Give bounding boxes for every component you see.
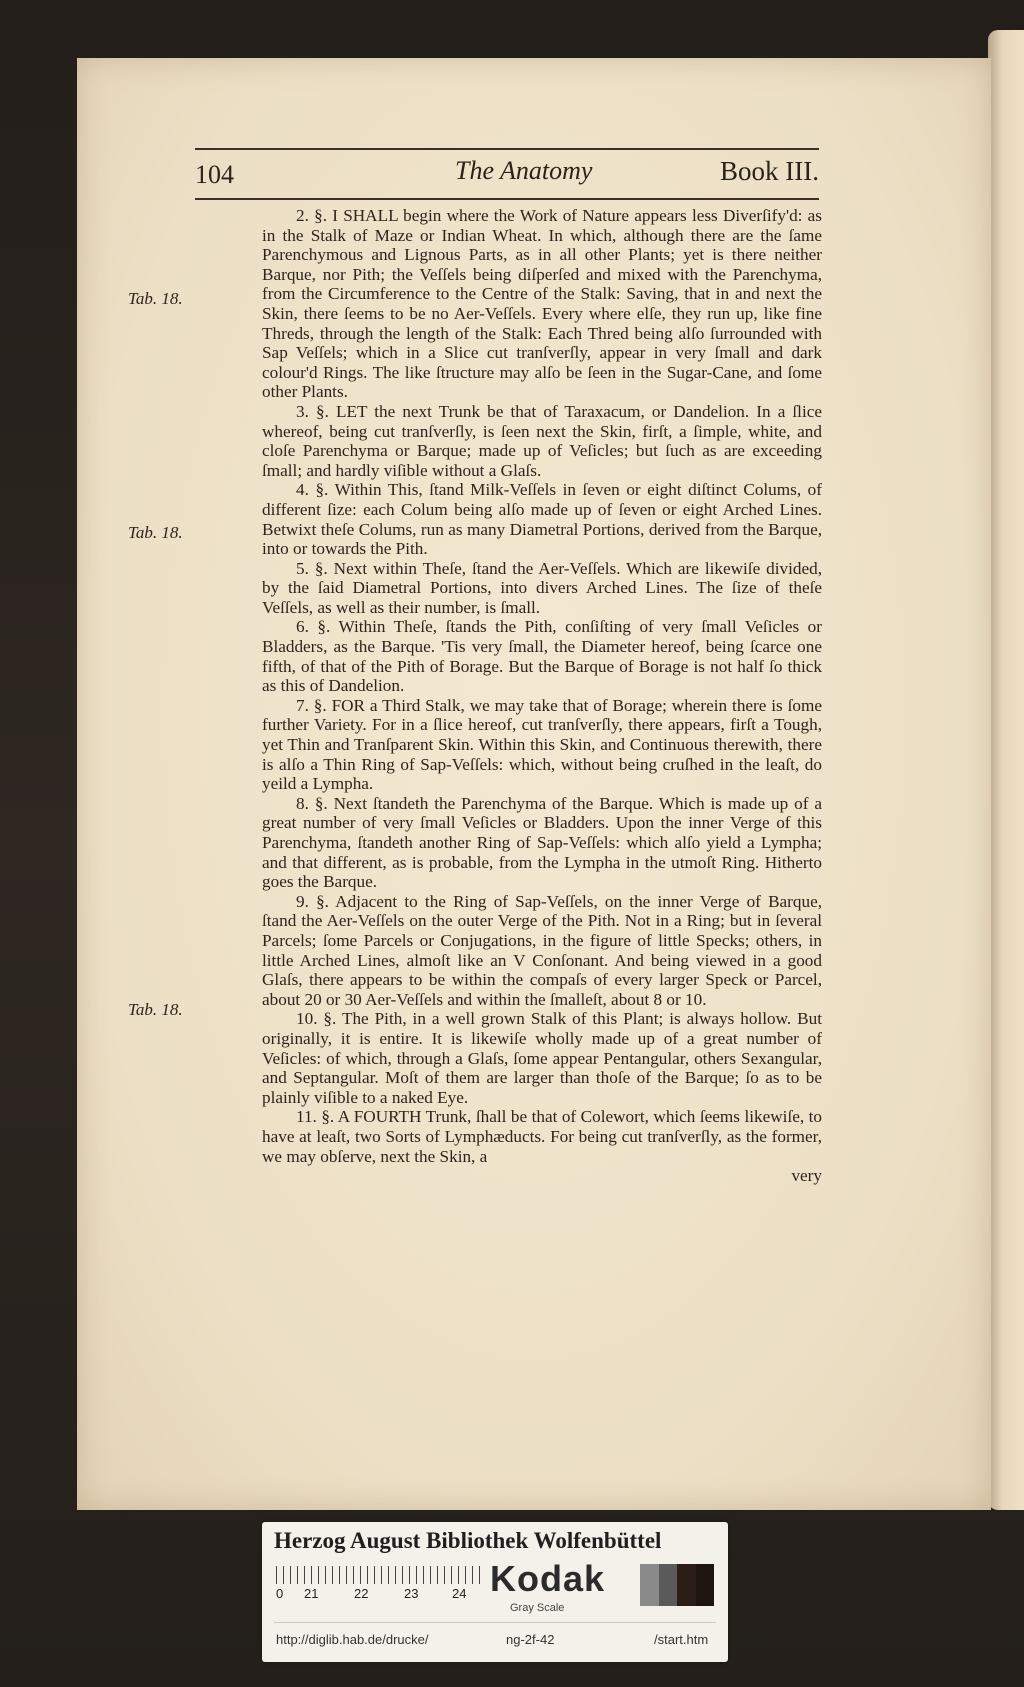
ruler-labels — [276, 1586, 480, 1604]
library-name: Herzog August Bibliothek Wolfenbüttel — [274, 1528, 662, 1553]
gray-patch — [696, 1564, 715, 1606]
ruler-label: 24 — [452, 1586, 467, 1601]
running-title: The Anatomy — [455, 156, 593, 185]
gray-scale-label: Gray Scale — [510, 1602, 565, 1614]
paragraph: 10. §. The Pith, in a well grown Stalk of this Plant; is always hollow. But originally, it is entire. It is likewiſe wholly made up of a great number of Veſicles: of which, through a Glaſs, ſome appear Pentangular, others Sexangular, and Septangular. Moſt of them are larger than thoſe of the Barque; ſo as to be plainly viſible to a naked Eye. — [262, 1009, 822, 1107]
gray-scale-patches — [640, 1564, 714, 1606]
ruler-label: 21 — [304, 1586, 319, 1601]
ruler-label: 22 — [354, 1586, 369, 1601]
gray-patch — [677, 1564, 696, 1606]
margin-note-tab: Tab. 18. — [128, 1000, 183, 1019]
url-right: /start.htm — [654, 1632, 709, 1647]
paragraph: 5. §. Next within Theſe, ſtand the Aer-Veſſels. Which are likewiſe divided, by the ſaid Diametral Portions, into divers Arched Lines. The ſize of theſe Veſſels, as well as their number, is ſmall. — [262, 558, 822, 617]
paragraph: 2. §. I SHALL begin where the Work of Nature appears less Diverſify'd: as in the Stalk of Maze or Indian Wheat. In which, although there are the ſame Parenchymous and Lignous Parts, as in all other Plants; yet is there neither Barque, nor Pith; the Veſſels being diſperſed and mixed with the Parenchyma, from the Circumference to the Centre of the Stalk: Saving, that in and next the Skin, there ſeems to be no Aer-Veſſels. Every where elſe, they run up, like fine Threds, through the length of the Stalk: Each Thred being alſo ſurrounded with Sap Veſſels; which in a Slice cut tranſverſly, appear in very ſmall and dark colour'd Rings. The like ſtructure may alſo be ſeen in the Sugar-Cane, and ſome other Plants. — [262, 206, 822, 402]
paragraph: 6. §. Within Theſe, ſtands the Pith, conſiſting of very ſmall Veſicles or Bladders, as the Barque. 'Tis very ſmall, the Diameter hereof, being ſcarce one fifth, of that of the Pith of Borage. But the Barque of Borage is not half ſo thick as this of Dandelion. — [262, 617, 822, 696]
next-page-edge — [988, 30, 1024, 1510]
kodak-logo: Kodak — [490, 1558, 606, 1599]
paragraph: 4. §. Within This, ſtand Milk-Veſſels in ſeven or eight diſtinct Colums, of different ſize: each Colum being alſo made up of ſeven or eight Arched Lines. Betwixt theſe Colums, run as many Diametral Portions, derived from the Barque, into or towards the Pith. — [262, 480, 822, 559]
url-left: http://diglib.hab.de/drucke/ — [276, 1632, 429, 1647]
page-number: 104 — [195, 160, 234, 189]
card-divider — [274, 1622, 716, 1623]
paragraph: 3. §. LET the next Trunk be that of Taraxacum, or Dandelion. In a ſlice whereof, being cut tranſverſly, is ſeen next the Skin, firſt, a ſimple, white, and cloſe Parenchyma or Barque; made up of Veſicles; but ſuch as are exceeding ſmall; and hardly viſible without a Glaſs. — [262, 401, 822, 480]
catchword: very — [791, 1166, 822, 1186]
ruler-label: 0 — [276, 1586, 284, 1601]
paragraph: 8. §. Next ſtandeth the Parenchyma of the Barque. Which is made up of a great number of very ſmall Veſicles or Bladders. Upon the inner Verge of this Parenchyma, ſtandeth another Ring of Sap-Veſſels: which alſo yield a Lympha; and that different, as is probable, from the Lympha in the utmoſt Ring. Hitherto goes the Barque. — [262, 793, 822, 892]
paragraph: 9. §. Adjacent to the Ring of Sap-Veſſels, on the inner Verge of Barque, ſtand the Aer-Veſſels on the outer Verge of the Pith. Not in a Ring; but in ſeveral Parcels; ſome Parcels or Conjugations, in the figure of little Specks; others, in little Arched Lines, almoſt like an V Conſonant. And being viewed in a good Glaſs, there appears to be within the compaſs of every larger Speck or Parcel, about 20 or 30 Aer-Veſſels and within the ſmalleſt, about 8 or 10. — [262, 891, 822, 1009]
ruler-scale — [276, 1566, 480, 1584]
margin-note-tab: Tab. 18. — [128, 289, 183, 308]
margin-note-tab: Tab. 18. — [128, 523, 183, 542]
book-label: Book III. — [720, 156, 819, 186]
paragraph: 7. §. FOR a Third Stalk, we may take that of Borage; wherein there is ſome further Variety. For in a ſlice hereof, cut tranſverſly, there appears, firſt a Tough, yet Thin and Tranſparent Skin. Within this Skin, and Continuous therewith, there is alſo a Thin Ring of Sap-Veſſels: which, without being cruſhed in the leaſt, do yeild a Lympha. — [262, 695, 822, 794]
ruler-label: 23 — [404, 1586, 419, 1601]
url-mid: ng-2f-42 — [506, 1632, 555, 1647]
calibration-card — [262, 1522, 728, 1662]
body-text — [262, 206, 822, 1186]
gray-patch — [640, 1564, 659, 1606]
paragraph: 11. §. A FOURTH Trunk, ſhall be that of Colewort, which ſeems likewiſe, to have at leaſt, two Sorts of Lymphæducts. For being cut tranſverſly, as the former, we may obſerve, next the Skin, a — [262, 1107, 822, 1166]
gray-patch — [659, 1564, 678, 1606]
page-header — [195, 148, 819, 200]
